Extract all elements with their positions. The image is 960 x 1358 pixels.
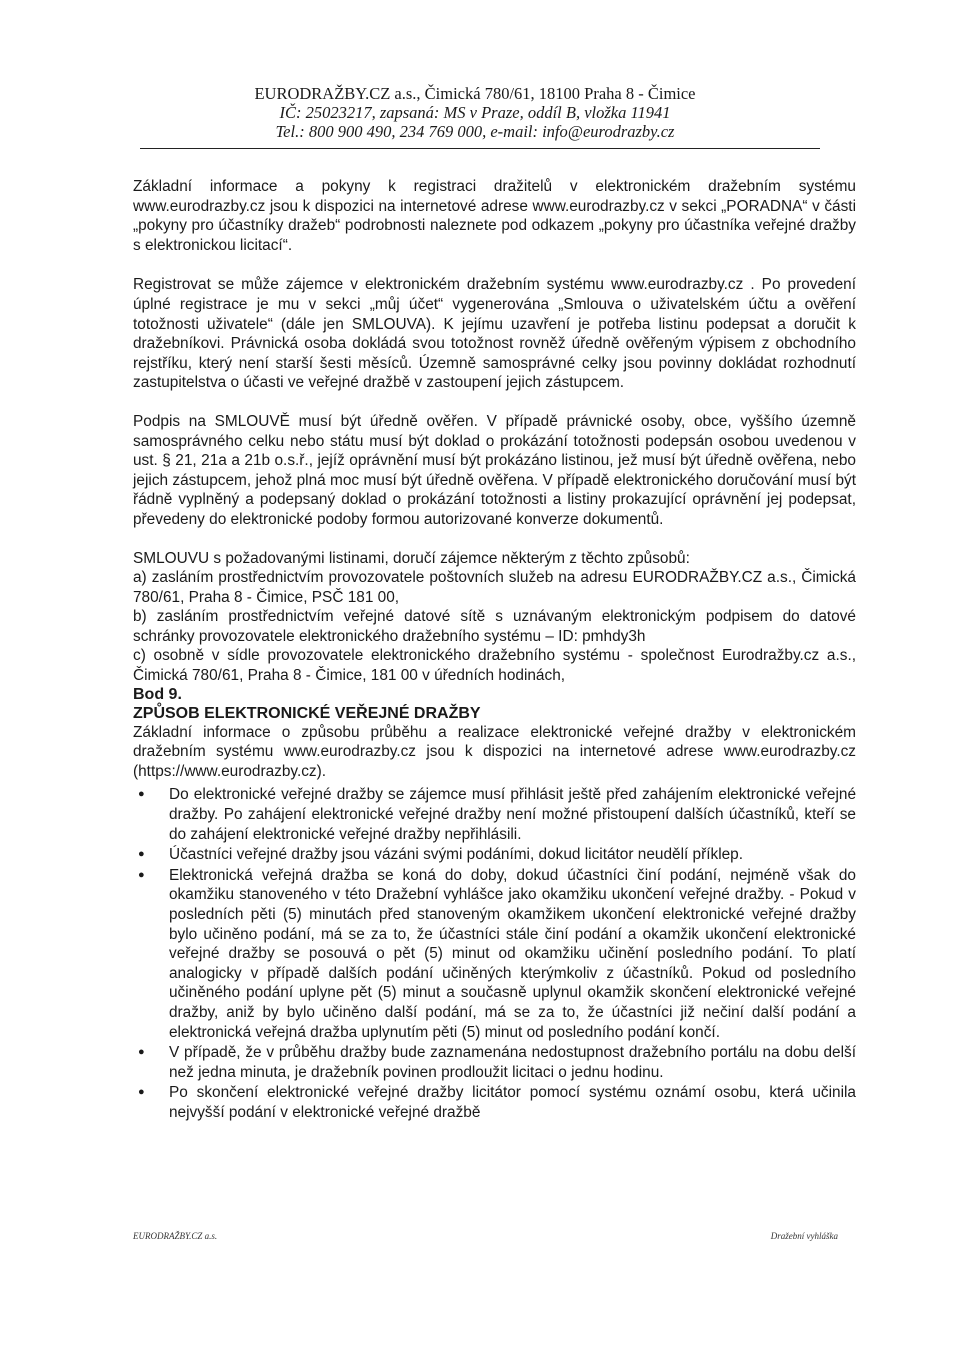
bullet-icon: ● — [138, 1046, 145, 1059]
section-number: Bod 9. — [133, 685, 182, 703]
list-item — [133, 1043, 856, 1082]
bullet-icon: ● — [138, 868, 145, 881]
list-item — [133, 1083, 856, 1122]
list-item-text: Po skončení elektronické veřejné dražby licitátor pomocí systému oznámí osobu, která učinila nejvyšší podání v elektronické veřejné dražbě — [169, 1084, 856, 1121]
bullet-icon: ● — [138, 788, 145, 801]
footer-document-name: Dražební vyhláška — [770, 1231, 838, 1241]
list-item-text: Elektronická veřejná dražba se koná do doby, dokud účastníci činí podání, nejméně však do okamžiku stanoveného v této Dražební vyhlášce jako okamžiku ukončení veřejné dražby. - Pokud v posledních pěti (5) minutách před stanoveným okamžikem ukončení elektronické veřejné dražby bylo učiněno podání, má se za to, že účastníci stále činí podání a okamžik ukončení elektronické veřejné dražby se posouvá o pět (5) minut od okamžiku učinění posledního podání. To platí analogicky v případě dalších podání učiněných kterýmkoliv z účastníků. Pokud od posledního učiněného podání uplyne pět (5) minut a současně uplynul okamžik skončení elektronické veřejné dražby, aniž by bylo učiněno další podání, má se za to, že účastníci již nečiní další podání a elektronická veřejná dražba uplynutím pěti (5) minut od posledního podání končí. — [169, 866, 856, 1041]
list-item — [133, 785, 856, 844]
letterhead-contact-line: Tel.: 800 900 490, 234 769 000, e-mail: info@eurodrazby.cz — [275, 122, 675, 141]
list-item — [133, 845, 856, 865]
bullet-icon: ● — [138, 1086, 145, 1099]
paragraph-registration-process: Registrovat se může zájemce v elektronickém dražebním systému www.eurodrazby.cz . Po provedení úplné registrace je mu v sekci „můj účet“ vygenerována „Smlouva o uživatelském účtu a ověření totožnosti uživatele“ (dále jen SMLOUVA). K jejímu uzavření je potřeba listinu podepsat a doručit k dražebníkovi. Právnická osoba dokládá svou totožnost rovněž úředně ověřeným výpisem z obchodního rejstříku, který není starší šesti měsíců. Územně samosprávné celky jsou povinny dokládat rozhodnutí zastupitelstva o účasti ve veřejné dražbě v zastoupení jejich zástupcem. — [133, 276, 856, 392]
letterhead-divider — [140, 148, 820, 149]
letterhead — [130, 84, 820, 141]
section-title: ZPŮSOB ELEKTRONICKÉ VEŘEJNÉ DRAŽBY — [133, 704, 481, 722]
list-item — [133, 866, 856, 1042]
list-item-text: V případě, že v průběhu dražby bude zaznamenána nedostupnost dražebního portálu na dobu delší než jedna minuta, je dražebník povinen prodloužit licitaci o jednu hodinu. — [169, 1044, 856, 1081]
footer-company: EURODRAŽBY.CZ a.s. — [133, 1231, 218, 1241]
paragraph-signature-verification: Podpis na SMLOUVĚ musí být úředně ověřen. V případě právnické osoby, obce, vyššího územně samosprávného celku nebo státu musí být doklad o prokázání totožnosti podepsán osobou uvedenou v ust. § 21, 21a a 21b o.s.ř., jejíž oprávnění musí být prokázáno listinou, jež musí být úředně ověřena, nebo jejich zástupcem, jehož plná moc musí být úředně ověřena. V případě elektronického doručování musí být řádně vyplněný a podepsaný doklad o prokázání totožnosti a listiny prokazující oprávnění jej podepsat, převedeny do elektronické podoby formou autorizované konverze dokumentů. — [133, 412, 856, 528]
letterhead-registration-line: IČ: 25023217, zapsaná: MS v Praze, oddíl B, vložka 11941 — [279, 103, 671, 122]
delivery-option-b: b) zasláním prostřednictvím veřejné datové sítě s uznávaným elektronickým podpisem do datové schránky provozovatele elektronického dražebního systému – ID: pmhdy3h — [133, 608, 856, 645]
paragraph-delivery-intro: SMLOUVU s požadovanými listinami, doručí zájemce některým z těchto způsobů: — [133, 549, 690, 567]
section-bullet-list — [133, 785, 856, 1122]
section-intro: Základní informace o způsobu průběhu a realizace elektronické veřejné dražby v elektronickém dražebním systému www.eurodrazby.cz jsou k dispozici na internetové adrese www.eurodrazby.cz (https://www.eurodrazby.cz). — [133, 723, 856, 780]
letterhead-company-line: EURODRAŽBY.CZ a.s., Čimická 780/61, 18100 Praha 8 - Čimice — [254, 84, 696, 103]
list-item-text: Účastníci veřejné dražby jsou vázáni svými podáními, dokud licitátor neudělí příklep. — [169, 846, 744, 864]
paragraph-registration-info: Základní informace a pokyny k registraci dražitelů v elektronickém dražebním systému www.eurodrazby.cz jsou k dispozici na internetové adrese www.eurodrazby.cz v sekci „PORADNA“ v části „pokyny pro účastníky dražeb“ podrobnosti naleznete pod odkazem „pokyny pro účastníka veřejné dražby s elektronickou licitací“. — [133, 178, 856, 254]
bullet-icon: ● — [138, 848, 145, 861]
delivery-option-a: a) zasláním prostřednictvím provozovatele poštovních služeb na adresu EURODRAŽBY.CZ a.s., Čimická 780/61, Praha 8 - Čimice, PSČ 181 00, — [133, 569, 856, 606]
document-body — [133, 177, 856, 1124]
delivery-option-c: c) osobně v sídle provozovatele elektronického dražebního systému - společnost Eurodražby.cz a.s., Čimická 780/61, Praha 8 - Čimice, 181 00 v úředních hodinách, — [133, 647, 856, 685]
list-item-text: Do elektronické veřejné dražby se zájemce musí přihlásit ještě před zahájením elektronické veřejné dražby. Po zahájení elektronické veřejné dražby není možné přistoupení dalších účastníků, kteří se do zahájení elektronické veřejné dražby nepřihlásili. — [169, 786, 856, 843]
